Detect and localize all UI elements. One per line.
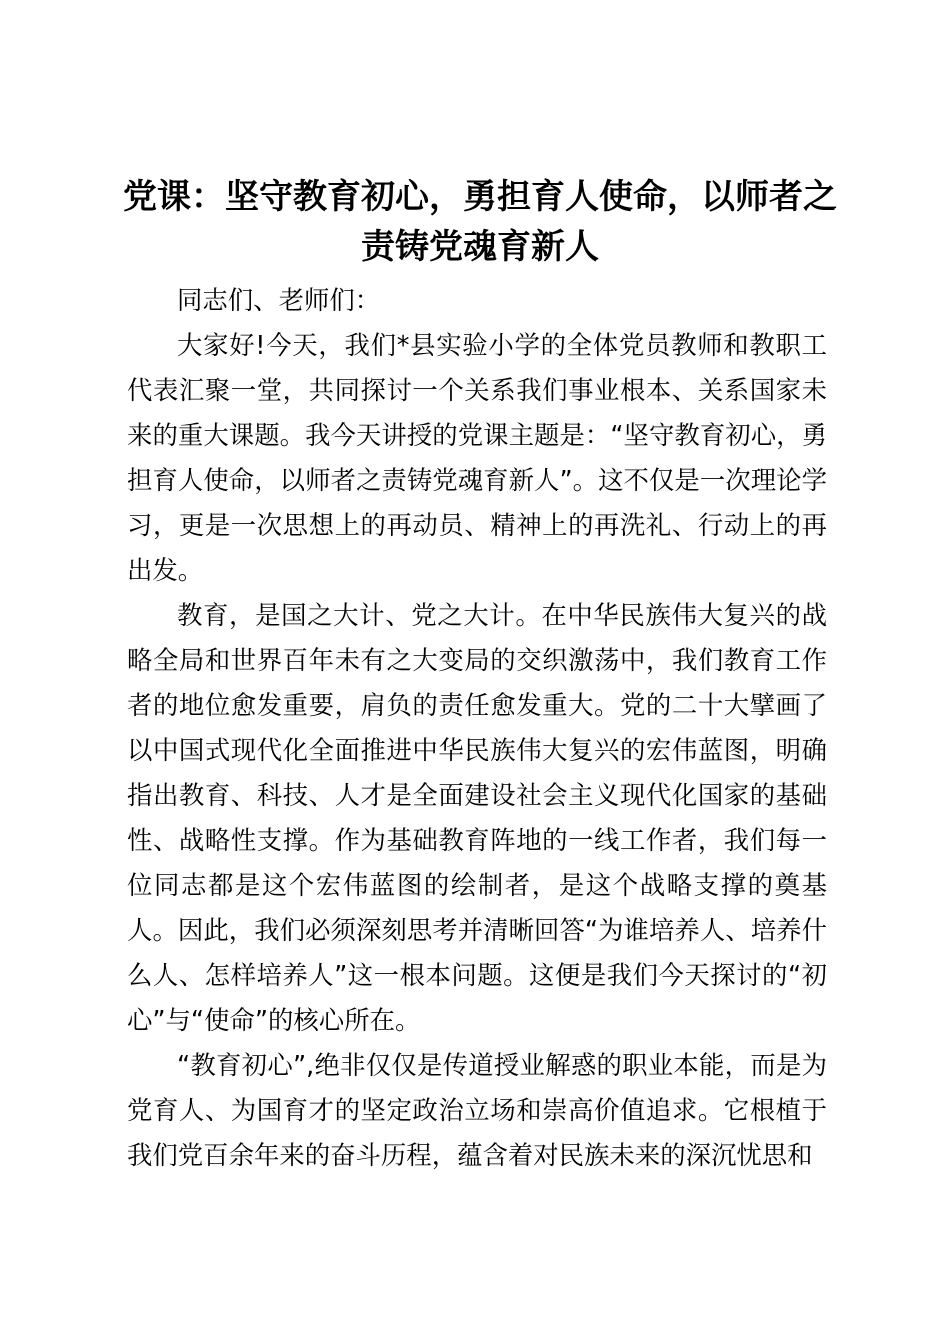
document-body xyxy=(127,278,827,1178)
paragraph-original-aspiration: “教育初心”,绝非仅仅是传道授业解惑的职业本能，而是为党育人、为国育才的坚定政治立场和崇高价值追求。它根植于我们党百余年来的奋斗历程，蕴含着对民族未来的深沉忧思和 xyxy=(127,1050,827,1170)
paragraph-greeting: 同志们、老师们： xyxy=(177,285,381,315)
paragraph-opening: 大家好!今天，我们*县实验小学的全体党员教师和教职工代表汇聚一堂，共同探讨一个关系我们事业根本、关系国家未来的重大课题。我今天讲授的党课主题是：“坚守教育初心，勇担育人使命，以师者之责铸党魂育新人”。这不仅是一次理论学习，更是一次思想上的再动员、精神上的再洗礼、行动上的再出发。 xyxy=(127,330,827,585)
document-title: 党课：坚守教育初心，勇担育人使命，以师者之责铸党魂育新人 xyxy=(123,177,837,267)
paragraph-education: 教育，是国之大计、党之大计。在中华民族伟大复兴的战略全局和世界百年未有之大变局的交织激荡中，我们教育工作者的地位愈发重要，肩负的责任愈发重大。党的二十大擘画了以中国式现代化全面推进中华民族伟大复兴的宏伟蓝图，明确指出教育、科技、人才是全面建设社会主义现代化国家的基础性、战略性支撑。作为基础教育阵地的一线工作者，我们每一位同志都是这个宏伟蓝图的绘制者，是这个战略支撑的奠基人。因此，我们必须深刻思考并清晰回答“为谁培养人、培养什么人、怎样培养人”这一根本问题。这便是我们今天探讨的“初心”与“使命”的核心所在。 xyxy=(127,600,827,1035)
